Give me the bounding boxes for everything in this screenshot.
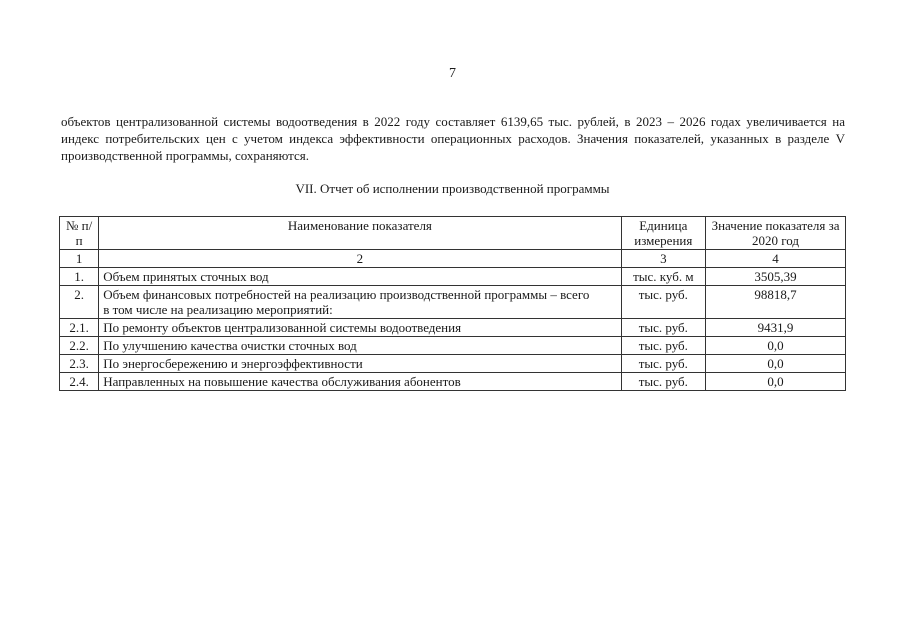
row-name	[99, 286, 621, 319]
table-row	[60, 319, 846, 337]
row-name: Объем принятых сточных вод	[99, 268, 621, 286]
table-header-row	[60, 217, 846, 250]
row-num: 2.3.	[60, 355, 99, 373]
row-num: 2.2.	[60, 337, 99, 355]
row-unit: тыс. куб. м	[621, 268, 706, 286]
index-cell: 3	[621, 250, 706, 268]
row-num: 2.1.	[60, 319, 99, 337]
row-value: 0,0	[706, 355, 846, 373]
table-row	[60, 355, 846, 373]
row-value: 9431,9	[706, 319, 846, 337]
body-paragraph: объектов централизованной системы водоотведения в 2022 году составляет 6139,65 тыс. рублей, в 2023 – 2026 годах увеличивается на индекс потребительских цен с учетом индекса эффективности операционных расходов. Значения показателей, указанных в разделе V производственной программы, сохраняются.	[61, 114, 845, 163]
row-unit: тыс. руб.	[621, 355, 706, 373]
header-value: Значение показателя за 2020 год	[706, 217, 846, 250]
index-cell: 2	[99, 250, 621, 268]
row-unit: тыс. руб.	[621, 319, 706, 337]
section-heading: VII. Отчет об исполнении производственной программы	[295, 181, 610, 196]
row-name: По ремонту объектов централизованной системы водоотведения	[99, 319, 621, 337]
row-name-extra: в том числе на реализацию мероприятий:	[103, 302, 333, 317]
index-cell: 1	[60, 250, 99, 268]
row-value: 0,0	[706, 337, 846, 355]
row-name: Направленных на повышение качества обслуживания абонентов	[99, 373, 621, 391]
row-num: 1.	[60, 268, 99, 286]
table-row	[60, 286, 846, 319]
index-cell: 4	[706, 250, 846, 268]
column-index-row	[60, 250, 846, 268]
row-value: 98818,7	[706, 286, 846, 319]
row-num: 2.	[60, 286, 99, 319]
header-unit: Единица измерения	[621, 217, 706, 250]
header-num: № п/п	[60, 217, 99, 250]
row-name-main: Объем финансовых потребностей на реализацию производственной программы – всего	[103, 287, 590, 302]
row-value: 3505,39	[706, 268, 846, 286]
page-number: 7	[449, 66, 456, 81]
table-row	[60, 337, 846, 355]
table-row	[60, 268, 846, 286]
row-value: 0,0	[706, 373, 846, 391]
row-unit: тыс. руб.	[621, 286, 706, 319]
row-unit: тыс. руб.	[621, 337, 706, 355]
row-name: По улучшению качества очистки сточных вод	[99, 337, 621, 355]
row-num: 2.4.	[60, 373, 99, 391]
row-unit: тыс. руб.	[621, 373, 706, 391]
table-row	[60, 373, 846, 391]
row-name: По энергосбережению и энергоэффективности	[99, 355, 621, 373]
report-table	[59, 216, 846, 391]
header-name: Наименование показателя	[99, 217, 621, 250]
